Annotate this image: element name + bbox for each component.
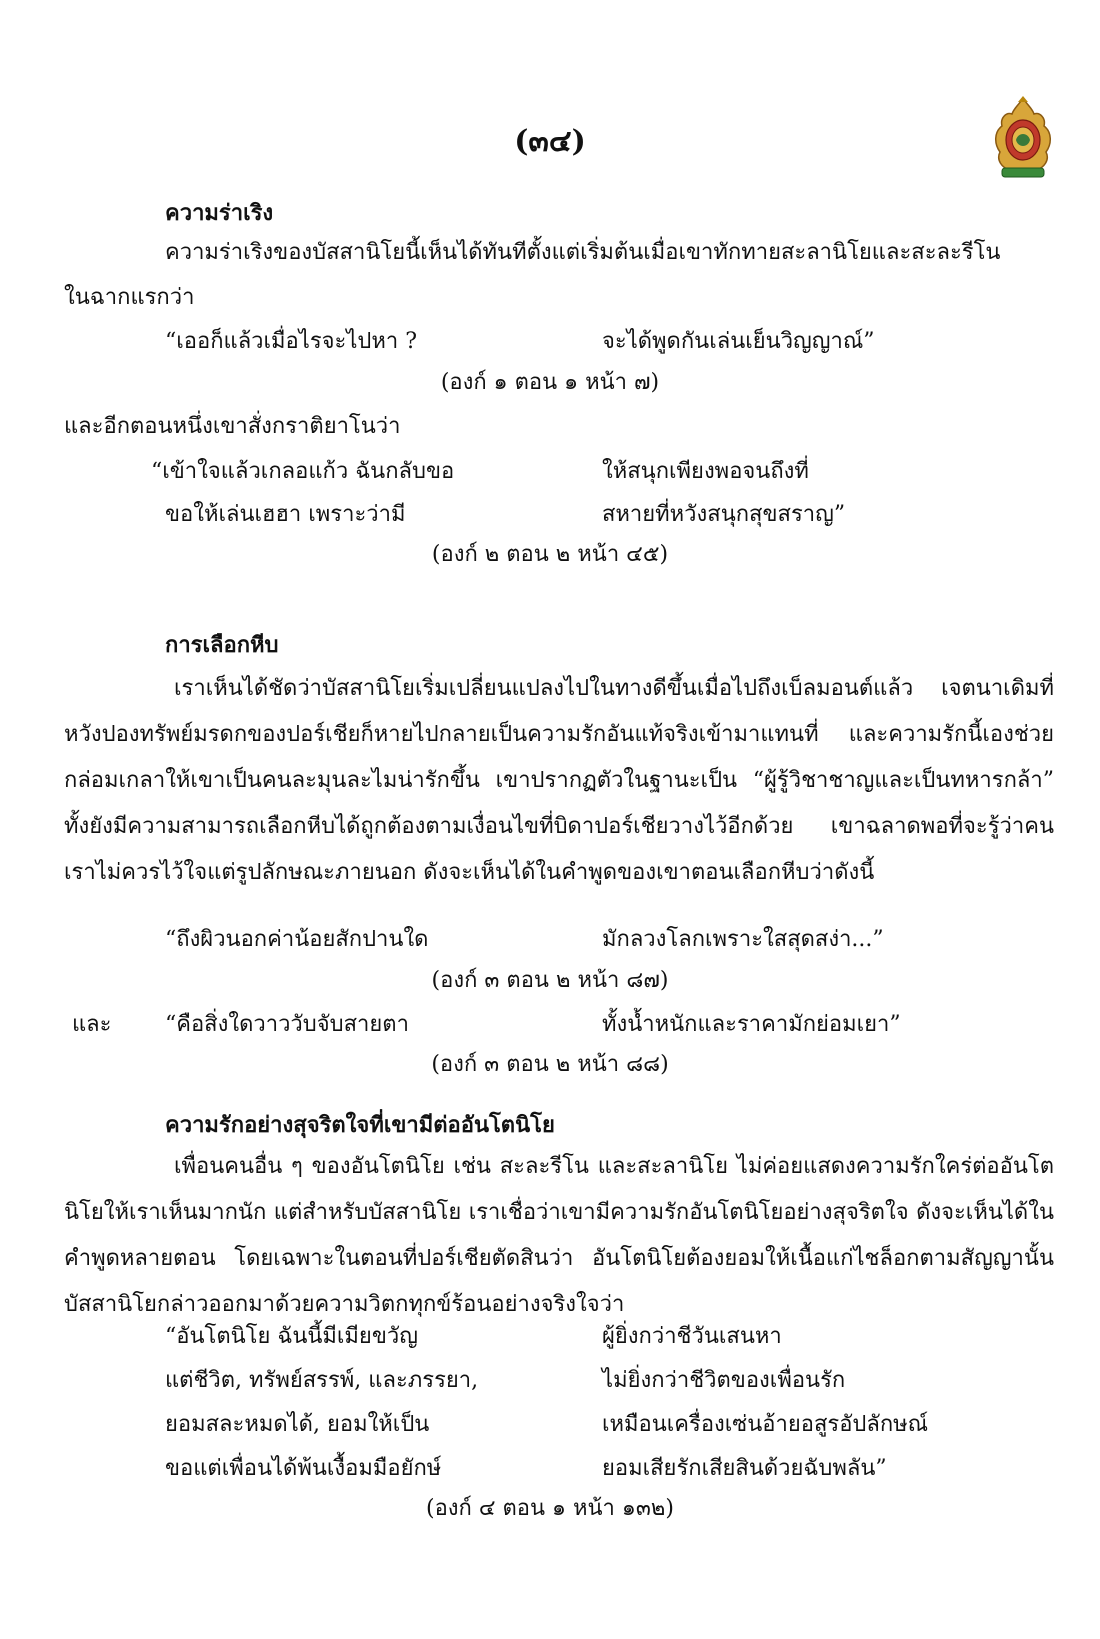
verse-left: “เข้าใจแล้วเกลอแก้ว ฉันกลับขอ (151, 459, 455, 484)
section-heading-love: ความรักอย่างสุจริตใจที่เขามีต่ออันโตนิโย (165, 1112, 555, 1138)
verse-left: “คือสิ่งใดวาววับจับสายตา (165, 1012, 409, 1037)
verse-right: ยอมเสียรักเสียสินด้วยฉับพลัน” (602, 1456, 887, 1481)
verse-right: ผู้ยิ่งกว่าชีวันเสนหา (602, 1324, 782, 1349)
citation: (องก์ ๓ ตอน ๒ หน้า ๘๗) (431, 968, 669, 993)
verse-right: สหายที่หวังสนุกสุขสราญ” (602, 502, 846, 527)
verse-right: ให้สนุกเพียงพอจนถึงที่ (602, 459, 809, 484)
verse-left: “เออก็แล้วเมื่อไรจะไปหา ? (165, 329, 418, 354)
citation: (องก์ ๔ ตอน ๑ หน้า ๑๓๒) (426, 1496, 674, 1521)
paragraph-line: และอีกตอนหนึ่งเขาสั่งกราติยาโนว่า (64, 414, 401, 439)
verse-right: จะได้พูดกันเล่นเย็นวิญญาณ์” (602, 329, 875, 354)
citation: (องก์ ๓ ตอน ๒ หน้า ๘๘) (431, 1052, 669, 1077)
verse-left: แต่ชีวิต, ทรัพย์สรรพ์, และภรรยา, (165, 1368, 479, 1393)
page-number: (๓๔) (514, 124, 586, 159)
paragraph: เราเห็นได้ชัดว่าบัสสานิโยเริ่มเปลี่ยนแปลงไปในทางดีขึ้นเมื่อไปถึงเบ็ลมอนต์แล้ว เจตนาเดิมที่หวังปองทรัพย์มรดกของปอร์เชียก็หายไปกลายเป็นความรักอันแท้จริงเข้ามาแทนที่ และความรักนี้เองช่วยกล่อมเกลาให้เขาเป็นคนละมุนละไมน่ารักขึ้น เขาปรากฏตัวในฐานะเป็น “ผู้รู้วิชาชาญและเป็นทหารกล้า” ทั้งยังมีความสามารถเลือกหีบได้ถูกต้องตามเงื่อนไขที่บิดาปอร์เชียวางไว้อีกด้วย เขาฉลาดพอที่จะรู้ว่าคนเราไม่ควรไว้ใจแต่รูปลักษณะภายนอก ดังจะเห็นได้ในคำพูดของเขาตอนเลือกหีบว่าดังนี้ (64, 676, 1054, 885)
verse-left: ขอแต่เพื่อนได้พ้นเงื้อมมือยักษ์ (165, 1456, 442, 1481)
verse-right: เหมือนเครื่องเซ่นอ้ายอสูรอัปลักษณ์ (602, 1412, 929, 1437)
citation: (องก์ ๑ ตอน ๑ หน้า ๗) (440, 370, 660, 395)
citation: (องก์ ๒ ตอน ๒ หน้า ๔๕) (431, 542, 669, 567)
verse-left: ขอให้เล่นเฮฮา เพราะว่ามี (165, 502, 406, 527)
section-heading-cheer: ความร่าเริง (165, 200, 274, 226)
verse-right: มักลวงโลกเพราะใสสุดสง่า...” (602, 927, 884, 952)
verse-right: ไม่ยิ่งกว่าชีวิตของเพื่อนรัก (602, 1368, 846, 1393)
verse-left: ยอมสละหมดได้, ยอมให้เป็น (165, 1412, 430, 1437)
verse-left: “ถึงผิวนอกค่าน้อยสักปานใด (165, 927, 429, 952)
section-heading-casket: การเลือกหีบ (165, 632, 279, 658)
verse-right: ทั้งน้ำหนักและราคามักย่อมเยา” (602, 1012, 901, 1037)
paragraph-line: ในฉากแรกว่า (64, 285, 195, 310)
conjunction: และ (72, 1012, 112, 1037)
verse-left: “อันโตนิโย ฉันนี้มีเมียขวัญ (165, 1324, 418, 1349)
paragraph: เพื่อนคนอื่น ๆ ของอันโตนิโย เช่น สะละรีโน และสะลานิโย ไม่ค่อยแสดงความรักใคร่ต่ออันโตนิโยให้เราเห็นมากนัก แต่สำหรับบัสสานิโย เราเชื่อว่าเขามีความรักอันโตนิโยอย่างสุจริตใจ ดังจะเห็นได้ในคำพูดหลายตอน โดยเฉพาะในตอนที่ปอร์เชียตัดสินว่า อันโตนิโยต้องยอมให้เนื้อแก่ไชล็อกตามสัญญานั้น บัสสานิโยกล่าวออกมาด้วยความวิตกทุกข์ร้อนอย่างจริงใจว่า (64, 1154, 1054, 1317)
paragraph-line: ความร่าเริงของบัสสานิโยนี้เห็นได้ทันทีตั้งแต่เริ่มต้นเมื่อเขาทักทายสะลานิโยและสะละรีโน (165, 240, 1001, 265)
